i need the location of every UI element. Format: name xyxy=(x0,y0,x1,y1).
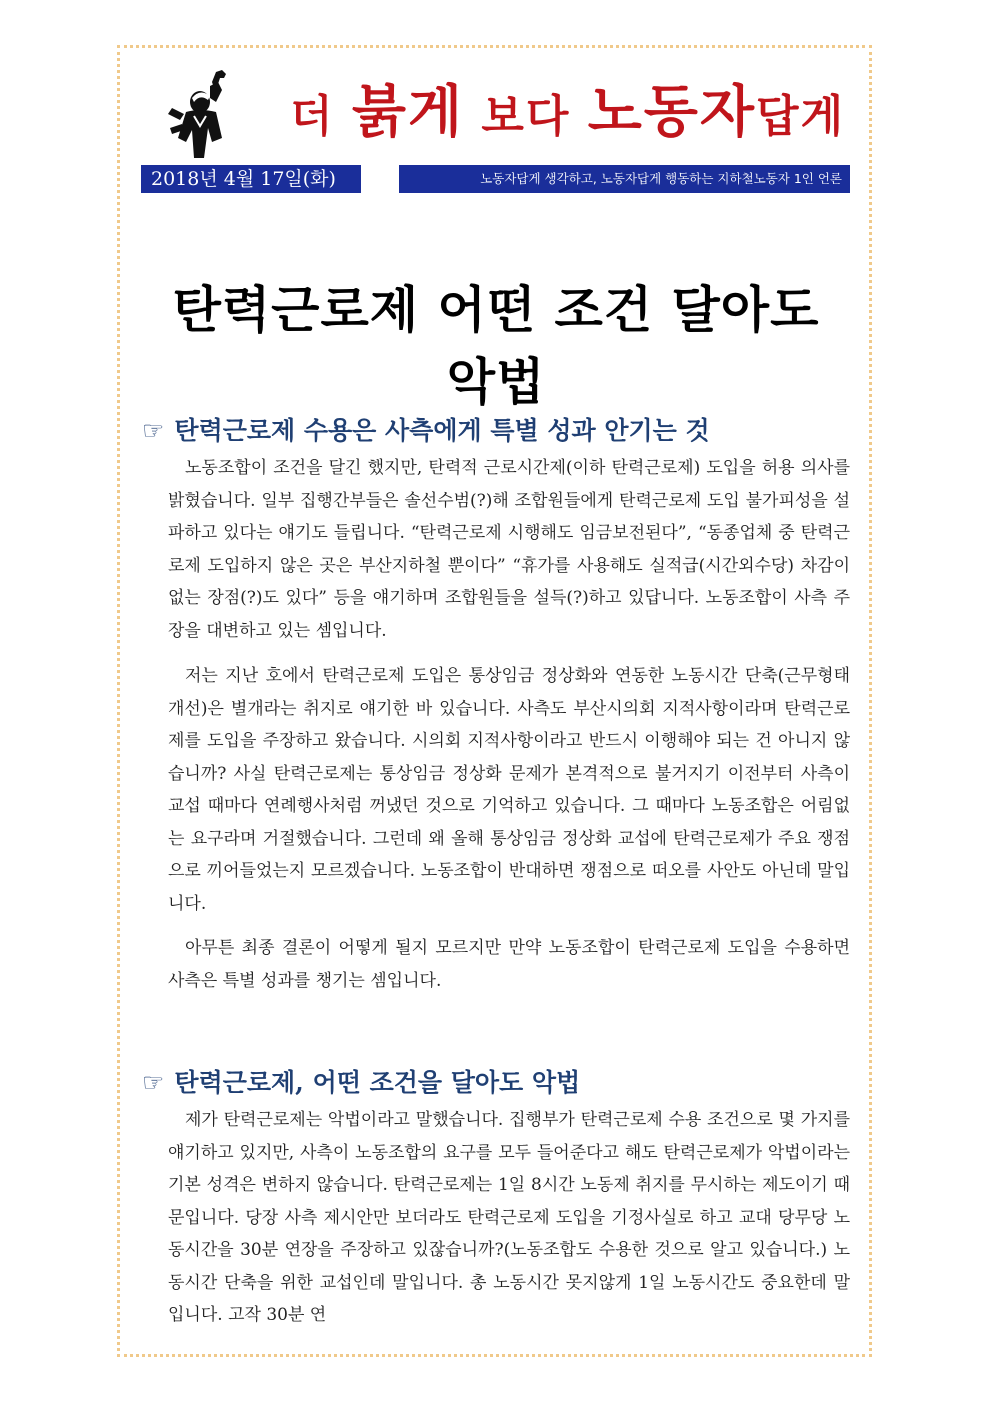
masthead-title-part5: 답게 xyxy=(755,91,845,142)
headline: 탄력근로제 어떤 조건 달아도 악법 xyxy=(172,281,820,411)
masthead-title-part1: 더 xyxy=(290,91,352,142)
issue-date: 2018년 4월 17일(화) xyxy=(141,165,361,193)
slogan: 노동자답게 생각하고, 노동자답게 행동하는 지하철노동자 1인 언론 xyxy=(399,165,850,193)
section-title-2 xyxy=(142,1063,580,1099)
paragraph: 노동조합이 조건을 달긴 했지만, 탄력적 근로시간제(이하 탄력근로제) 도입을 허용 의사를 밝혔습니다. 일부 집행간부들은 솔선수범(?)해 조합원들에게 탄력근로제 도입 불가피성을 설파하고 있다는 얘기도 들립니다. “탄력근로제 시행해도 임금보전된다”, “동종업체 중 탄력근로제 도입하지 않은 곳은 부산지하철 뿐이다” “휴가를 사용해도 실적급(시간외수당) 차감이 없는 장점(?)도 있다” 등을 얘기하며 조합원들을 설득(?)하고 있답니다. 노동조합이 사측 주장을 대변하고 있는 셈입니다. xyxy=(168,458,850,641)
section-title-text: 탄력근로제 수용은 사측에게 특별 성과 안기는 것 xyxy=(174,416,710,445)
section-title-1 xyxy=(142,411,710,447)
paragraph: 아무튼 최종 결론이 어떻게 될지 모르지만 만약 노동조합이 탄력근로제 도입을 수용하면 사측은 특별 성과를 챙기는 셈입니다. xyxy=(168,938,850,991)
masthead-title-part4: 노동자 xyxy=(587,79,756,145)
masthead xyxy=(140,62,852,162)
pointing-hand-icon: ☞ xyxy=(142,416,165,445)
masthead-title xyxy=(290,68,845,148)
worker-logo-icon xyxy=(164,68,244,160)
paragraph: 저는 지난 호에서 탄력근로제 도입은 통상임금 정상화와 연동한 노동시간 단축(근무형태 개선)은 별개라는 취지로 얘기한 바 있습니다. 사측도 부산시의회 지적사항이라며 탄력근로제를 도입을 주장하고 왔습니다. 시의회 지적사항이라고 반드시 이행해야 되는 건 아니지 않습니까? 사실 탄력근로제는 통상임금 정상화 문제가 본격적으로 불거지기 이전부터 사측이 교섭 때마다 연례행사처럼 꺼냈던 것으로 기억하고 있습니다. 그 때마다 노동조합은 어림없는 요구라며 거절했습니다. 그런데 왜 올해 통상임금 정상화 교섭에 탄력근로제가 주요 쟁점으로 끼어들었는지 모르겠습니다. 노동조합이 반대하면 쟁점으로 떠오를 사안도 아닌데 말입니다. xyxy=(168,666,850,914)
masthead-title-part2: 붉게 xyxy=(351,79,465,145)
pointing-hand-icon: ☞ xyxy=(142,1068,165,1097)
section-title-text: 탄력근로제, 어떤 조건을 달아도 악법 xyxy=(174,1068,581,1097)
paragraph: 제가 탄력근로제는 악법이라고 말했습니다. 집행부가 탄력근로제 수용 조건으로 몇 가지를 얘기하고 있지만, 사측이 노동조합의 요구를 모두 들어준다고 해도 탄력근로제가 악법이라는 기본 성격은 변하지 않습니다. 탄력근로제는 1일 8시간 노동제 취지를 무시하는 제도이기 때문입니다. 당장 사측 제시안만 보더라도 탄력근로제 도입을 기정사실로 하고 교대 당무당 노동시간을 30분 연장을 주장하고 있잖습니까?(노동조합도 수용한 것으로 알고 있습니다.) 노동시간 단축을 위한 교섭인데 말입니다. 총 노동시간 못지않게 1일 노동시간도 중요한데 말입니다. 고작 30분 연 xyxy=(168,1110,850,1325)
masthead-title-part3: 보다 xyxy=(464,91,588,142)
date-bar xyxy=(141,165,850,193)
